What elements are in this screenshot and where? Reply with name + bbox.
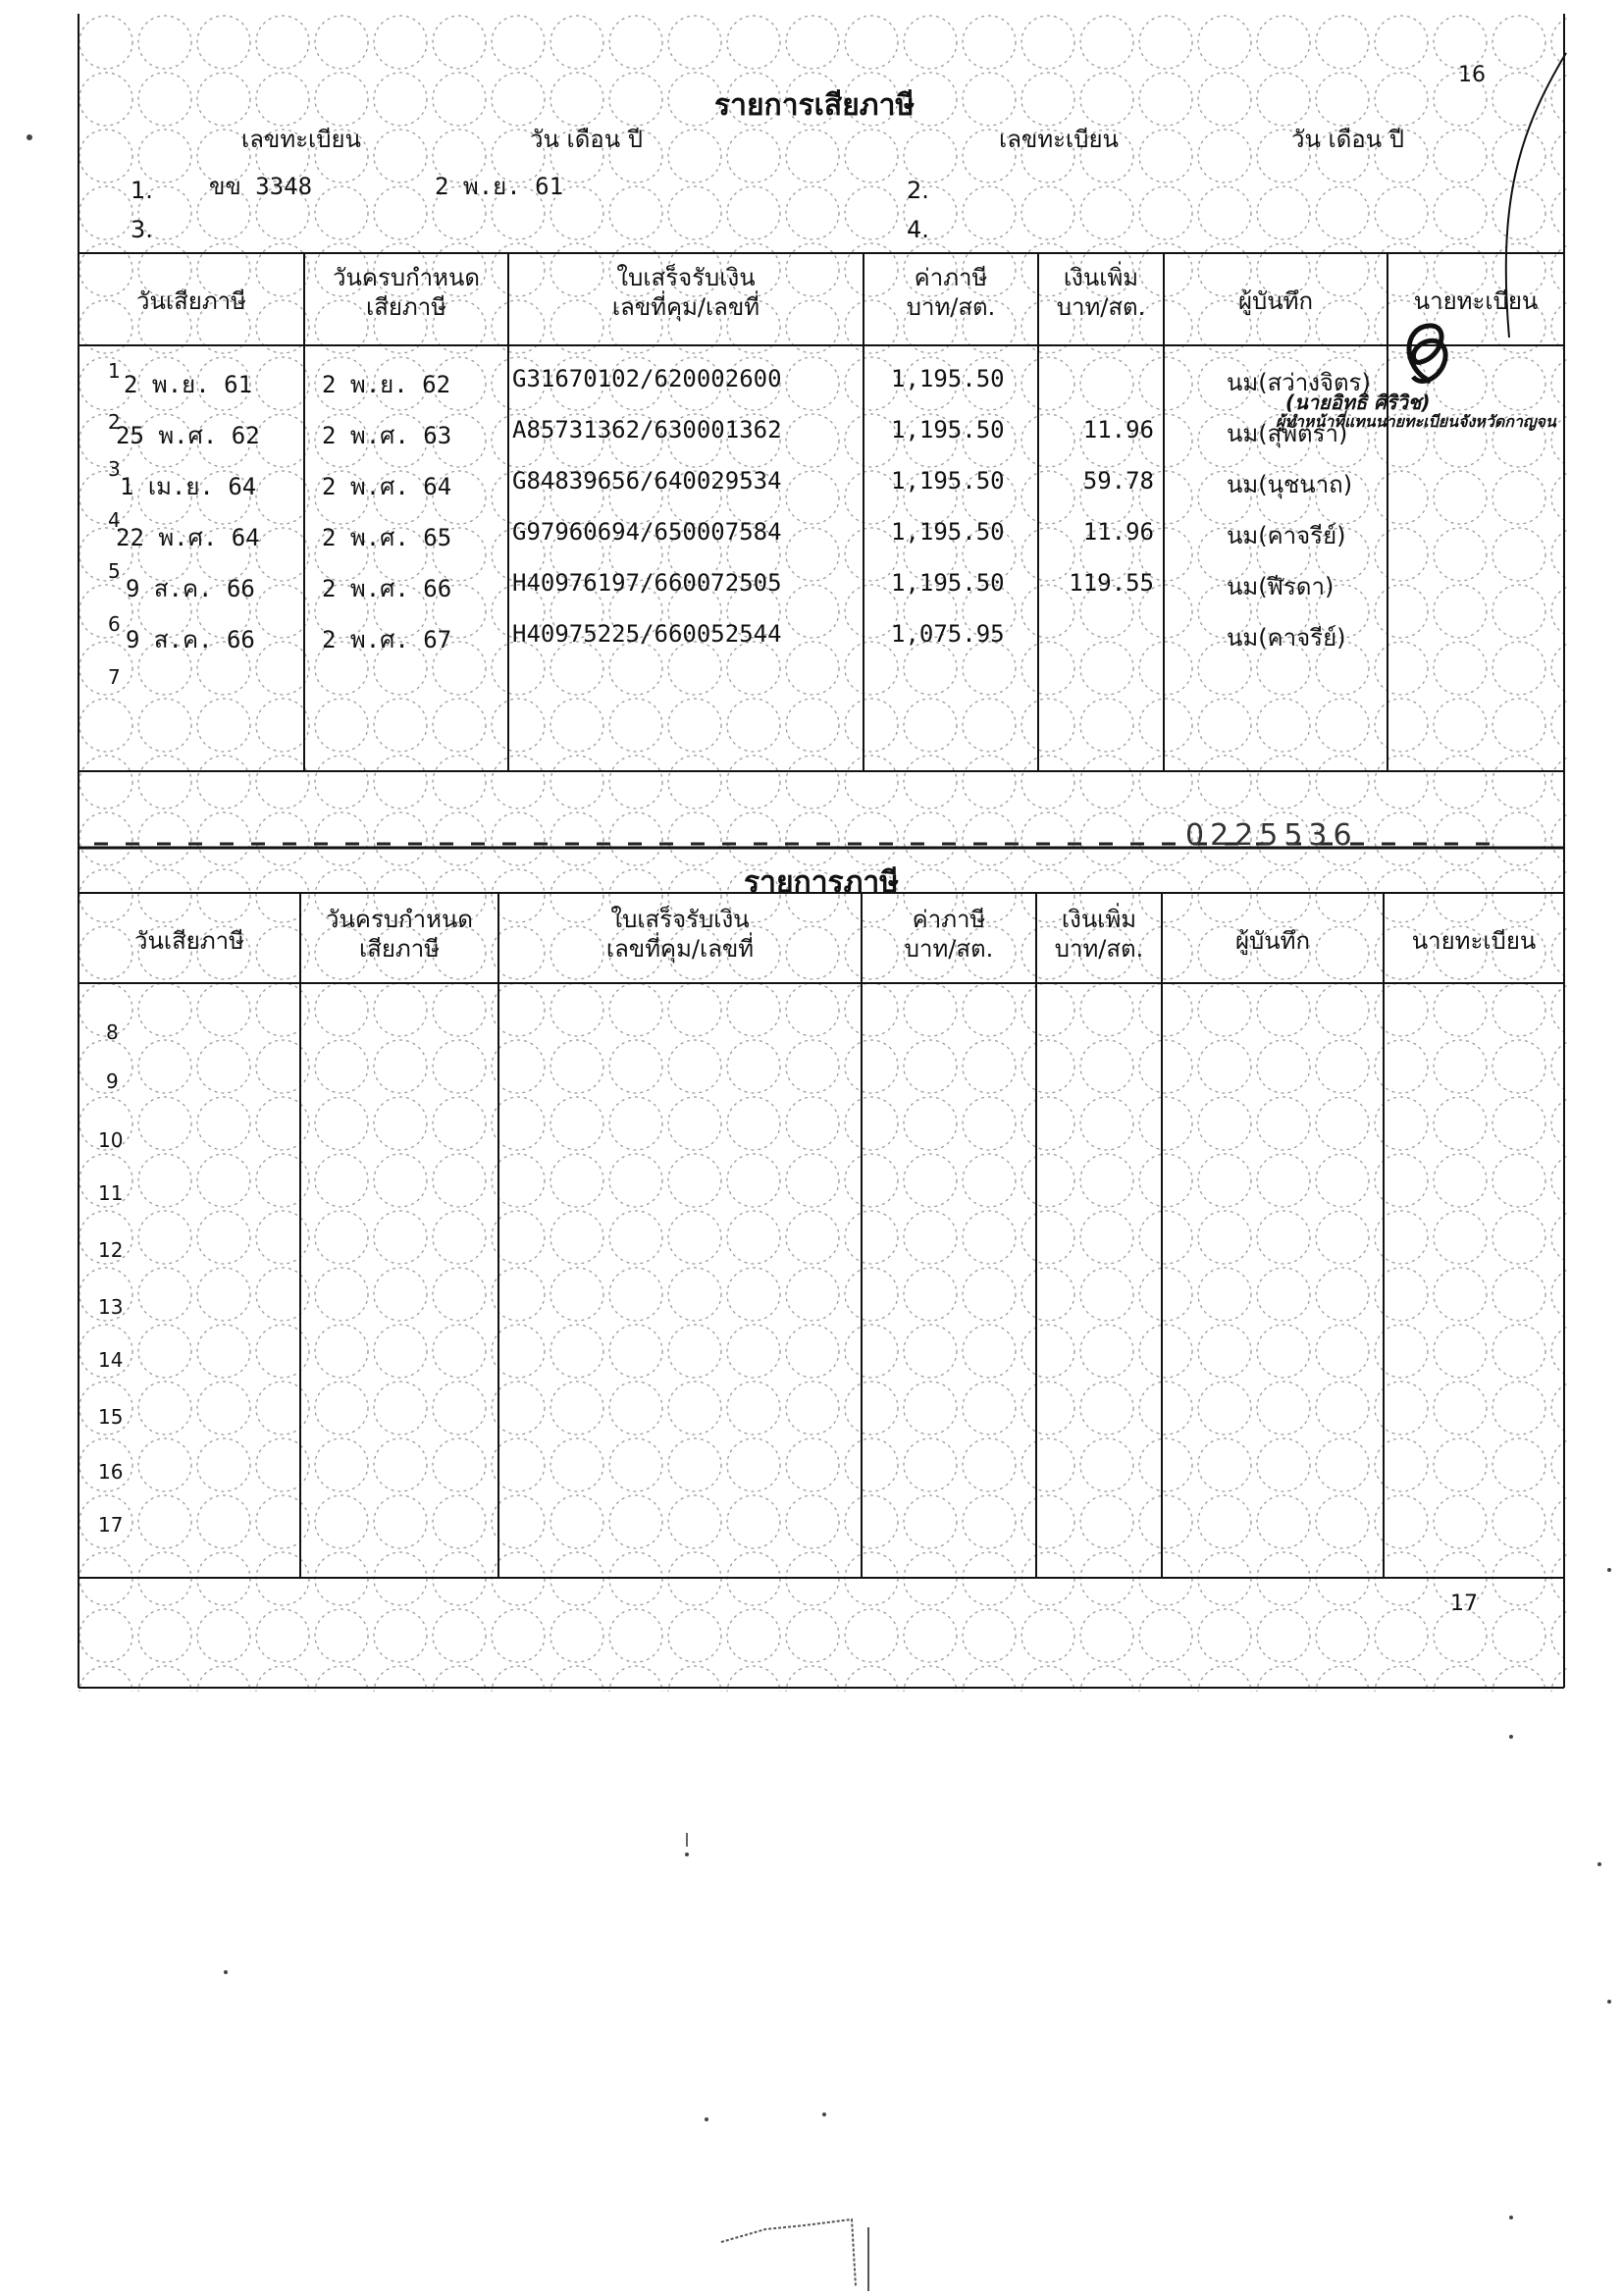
pay-date-cell: 22 พ.ศ. 64 bbox=[116, 524, 260, 551]
receipt-cell: H40976197/660072505 bbox=[512, 569, 782, 597]
column-header-registrar: นายทะเบียน bbox=[1411, 927, 1537, 955]
column-header-due-date: วันครบกำหนด เสียภาษี bbox=[333, 264, 480, 321]
due-date-cell: 2 พ.ศ. 65 bbox=[322, 524, 452, 551]
receipt-cell: H40975225/660052544 bbox=[512, 620, 782, 648]
column-header-due-date: วันครบกำหนด เสียภาษี bbox=[326, 906, 473, 963]
registrar-stamp-title: ผู้ทำหน้าที่แทนนายทะเบียนจังหวัดกาญจน bbox=[1276, 412, 1556, 431]
recorder-cell: นม(ฬีรดา) bbox=[1227, 573, 1335, 600]
receipt-cell: G84839656/640029534 bbox=[512, 467, 782, 495]
registrar-stamp-name: (นายอิทธิ ศิริวิช) bbox=[1285, 391, 1431, 414]
registration-label-right: เลขทะเบียน bbox=[999, 126, 1119, 153]
surcharge-cell: 119.55 bbox=[1069, 569, 1154, 597]
column-header-tax: ค่าภาษี บาท/สต. bbox=[906, 264, 996, 321]
tax-cell: 1,075.95 bbox=[891, 620, 1005, 648]
serial-number: 0225536 bbox=[1185, 818, 1358, 853]
registration-label-left: เลขทะเบียน bbox=[241, 126, 361, 153]
tax-list-title: รายการภาษี bbox=[744, 865, 900, 900]
page-number-bottom: 17 bbox=[1450, 1592, 1478, 1616]
row-number: 4 bbox=[108, 508, 121, 532]
due-date-cell: 2 พ.ศ. 64 bbox=[322, 473, 452, 500]
pay-date-cell: 25 พ.ศ. 62 bbox=[116, 422, 260, 449]
history-entry-date: 2 พ.ย. 61 bbox=[435, 173, 564, 200]
recorder-cell: นม(สุพัตรา) bbox=[1227, 420, 1348, 447]
column-header-recorder: ผู้บันทึก bbox=[1237, 287, 1314, 315]
date-label-right: วัน เดือน ปี bbox=[1291, 126, 1404, 153]
date-label-left: วัน เดือน ปี bbox=[530, 126, 643, 153]
receipt-cell: A85731362/630001362 bbox=[512, 416, 782, 444]
due-date-cell: 2 พ.ย. 62 bbox=[322, 371, 451, 398]
due-date-cell: 2 พ.ศ. 63 bbox=[322, 422, 452, 449]
row-number: 10 bbox=[98, 1128, 124, 1152]
tax-cell: 1,195.50 bbox=[891, 569, 1005, 597]
tax-cell: 1,195.50 bbox=[891, 365, 1005, 392]
page-number-top: 16 bbox=[1458, 63, 1486, 87]
due-date-cell: 2 พ.ศ. 67 bbox=[322, 626, 452, 653]
column-header-tax: ค่าภาษี บาท/สต. bbox=[904, 906, 994, 963]
row-number: 17 bbox=[98, 1513, 124, 1537]
due-date-cell: 2 พ.ศ. 66 bbox=[322, 575, 452, 602]
row-number: 5 bbox=[108, 559, 121, 583]
recorder-cell: นม(คาจรีย์) bbox=[1227, 522, 1346, 549]
row-number: 1 bbox=[108, 359, 121, 383]
row-number: 14 bbox=[98, 1348, 124, 1372]
tax-cell: 1,195.50 bbox=[891, 416, 1005, 444]
recorder-cell: นม(นุชนาถ) bbox=[1227, 471, 1353, 498]
tax-cell: 1,195.50 bbox=[891, 467, 1005, 495]
row-number: 6 bbox=[108, 612, 121, 636]
pay-date-cell: 1 เม.ย. 64 bbox=[120, 473, 257, 500]
column-header-pay-date: วันเสียภาษี bbox=[136, 287, 246, 315]
pay-date-cell: 2 พ.ย. 61 bbox=[124, 371, 253, 398]
column-header-recorder: ผู้บันทึก bbox=[1234, 927, 1311, 955]
row-number: 13 bbox=[98, 1295, 124, 1319]
row-number: 7 bbox=[108, 665, 121, 689]
row-number: 9 bbox=[106, 1070, 119, 1093]
row-number: 15 bbox=[98, 1405, 124, 1429]
history-entry-number: 2. bbox=[907, 177, 929, 204]
row-number: 3 bbox=[108, 457, 121, 481]
recorder-cell: นม(คาจรีย์) bbox=[1227, 624, 1346, 652]
recorder-cell: นม(สว่างจิตร) bbox=[1227, 369, 1371, 396]
history-entry-number: 3. bbox=[131, 216, 153, 243]
pay-date-cell: 9 ส.ค. 66 bbox=[126, 626, 255, 653]
surcharge-cell: 11.96 bbox=[1082, 518, 1154, 546]
receipt-cell: G31670102/620002600 bbox=[512, 365, 782, 392]
row-number: 16 bbox=[98, 1460, 124, 1484]
history-entry-number: 1. bbox=[131, 177, 153, 204]
surcharge-cell: 11.96 bbox=[1082, 416, 1154, 444]
row-number: 12 bbox=[98, 1238, 124, 1262]
column-header-surcharge: เงินเพิ่ม บาท/สต. bbox=[1054, 906, 1144, 963]
surcharge-cell: 59.78 bbox=[1082, 467, 1154, 495]
row-number: 8 bbox=[106, 1020, 119, 1044]
column-header-pay-date: วันเสียภาษี bbox=[134, 927, 244, 955]
history-entry-registration: ขข 3348 bbox=[209, 173, 313, 200]
row-number: 2 bbox=[108, 410, 121, 434]
column-header-registrar: นายทะเบียน bbox=[1413, 287, 1539, 315]
tax-cell: 1,195.50 bbox=[891, 518, 1005, 546]
column-header-receipt: ใบเสร็จรับเงิน เลขที่คุม/เลขที่ bbox=[611, 264, 760, 321]
receipt-cell: G97960694/650007584 bbox=[512, 518, 782, 546]
column-header-receipt: ใบเสร็จรับเงิน เลขที่คุม/เลขที่ bbox=[605, 906, 755, 963]
column-header-surcharge: เงินเพิ่ม บาท/สต. bbox=[1056, 264, 1146, 321]
history-entry-number: 4. bbox=[907, 216, 929, 243]
tax-history-title: รายการเสียภาษี bbox=[714, 88, 916, 123]
pay-date-cell: 9 ส.ค. 66 bbox=[126, 575, 255, 602]
row-number: 11 bbox=[98, 1181, 124, 1205]
